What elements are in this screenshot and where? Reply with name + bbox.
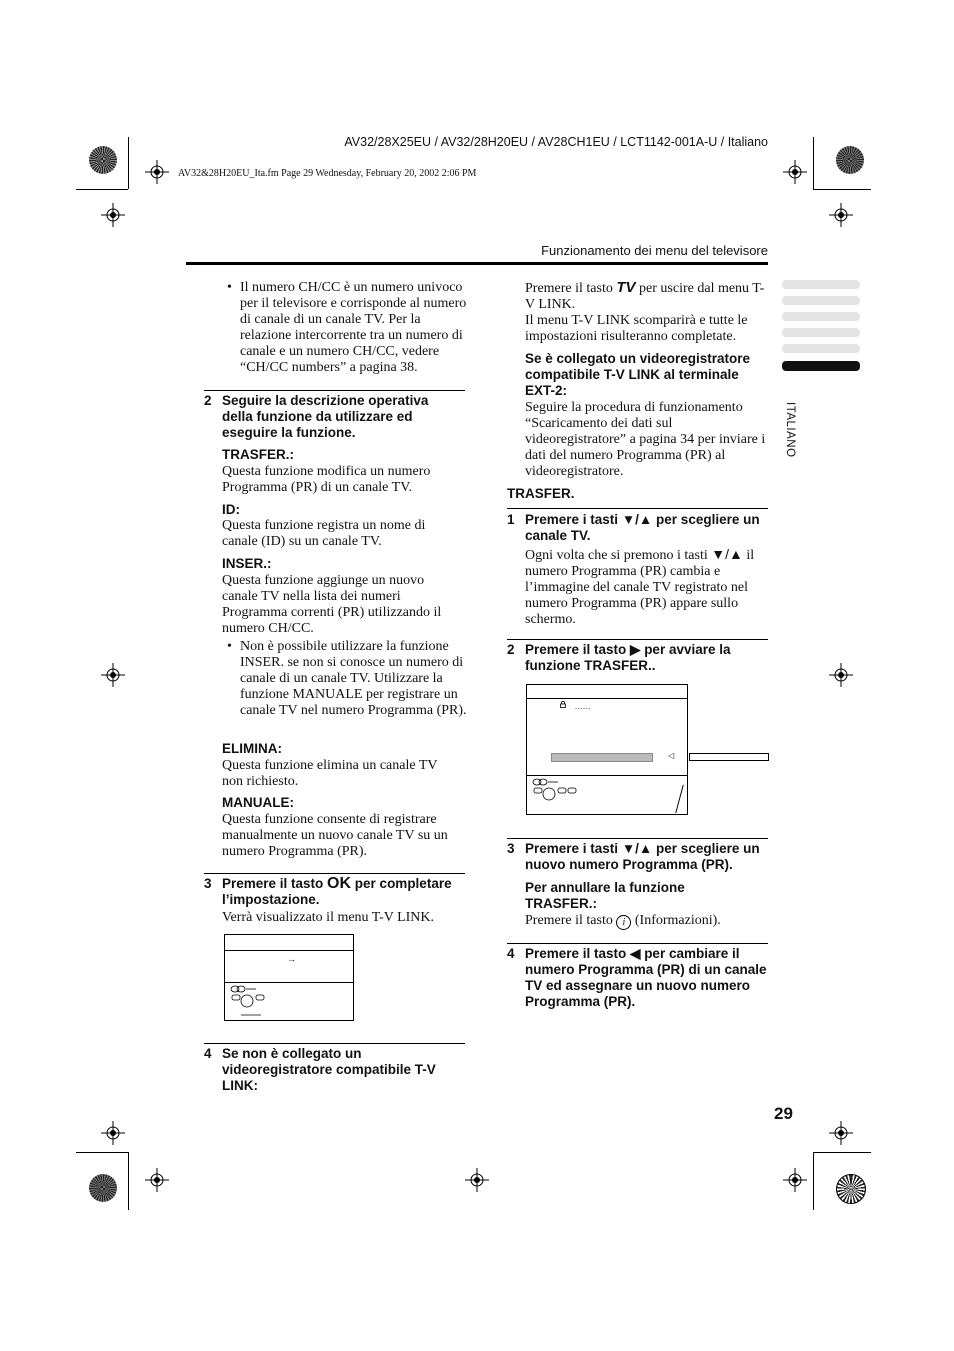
- side-tab: [782, 296, 860, 305]
- right-key-icon: ▶: [630, 642, 641, 657]
- color-rosette-icon: [836, 146, 864, 174]
- vcr-title: Se è collegato un videoregistratore compatibile T-V LINK al terminale EXT-2:: [525, 351, 751, 398]
- lock-icon: [560, 701, 566, 708]
- cursor-icon: ◁: [668, 751, 675, 760]
- model-line: AV32/28X25EU / AV32/28H20EU / AV28CH1EU / LCT1142-001A-U / Italiano: [344, 135, 768, 149]
- divider: [527, 698, 687, 699]
- trim-line: [813, 137, 814, 189]
- trim-line: [128, 1152, 129, 1210]
- step-number: 2: [204, 393, 212, 408]
- trim-line: [813, 189, 871, 190]
- trim-line: [76, 189, 128, 190]
- inser-text: Questa funzione aggiunge un nuovo canale TV nella lista dei numeri Programma correnti (PR) utilizzando il numero CH/CC.: [222, 573, 442, 636]
- section-title: Funzionamento dei menu del televisore: [541, 243, 768, 258]
- registration-mark-icon: [783, 1168, 807, 1192]
- cancel-text: Premere il tasto i (Informazioni).: [525, 913, 721, 928]
- right-step-3: 3 Premere i tasti ▼/▲ per scegliere un nuovo numero Programma (PR).: [507, 841, 760, 872]
- divider: [507, 639, 768, 640]
- callout-bar: [689, 753, 769, 761]
- registration-mark-icon: [101, 203, 125, 227]
- trim-line: [813, 1152, 814, 1210]
- screen-edge: [675, 785, 684, 813]
- registration-mark-icon: [465, 1168, 489, 1192]
- registration-mark-icon: [101, 1121, 125, 1145]
- left-key-icon: ◀: [630, 946, 641, 961]
- inser-bullet: • Non è possibile utilizzare la funzione INSER. se non si conosce un numero di canale di un canale TV. Utilizzare la funzione MANUALE per registrare un canale TV nel numero Programma (PR).: [227, 639, 467, 718]
- step-3-text: Verrà visualizzato il menu T-V LINK.: [222, 910, 435, 925]
- step-number: 2: [507, 642, 515, 657]
- header-rule: [186, 262, 768, 265]
- id-text: Questa funzione registra un nome di canale (ID) su un canale TV.: [222, 518, 426, 549]
- divider: [225, 982, 353, 983]
- down-up-keys-icon: ▼/▲: [621, 512, 653, 527]
- side-tab: [782, 344, 860, 353]
- registration-mark-icon: [145, 1168, 169, 1192]
- color-rosette-icon: [836, 1174, 866, 1204]
- page-number: 29: [774, 1104, 793, 1123]
- cancel-title: Per annullare la funzione TRASFER.:: [525, 880, 685, 911]
- registration-mark-icon: [145, 160, 169, 184]
- elimina-text: Questa funzione elimina un canale TV non richiesto.: [222, 758, 438, 789]
- step-number: 4: [507, 946, 515, 961]
- down-up-keys-icon: ▼/▲: [621, 841, 653, 856]
- registration-mark-icon: [829, 663, 853, 687]
- right-step-4: 4 Premere il tasto ◀ per cambiare il numero Programma (PR) di un canale TV ed assegnare un nuovo numero Programma (PR).: [507, 946, 767, 1009]
- down-up-keys-icon: ▼/▲: [711, 546, 743, 562]
- trasfer-label: TRASFER.:: [222, 447, 294, 462]
- right-step-2: 2 Premere il tasto ▶ per avviare la funzione TRASFER..: [507, 642, 731, 673]
- tv-key-icon: TV: [616, 279, 636, 296]
- divider: [507, 838, 768, 839]
- step-number: 3: [507, 841, 515, 856]
- id-label: ID:: [222, 502, 240, 517]
- file-line: AV32&28H20EU_Ita.fm Page 29 Wednesday, February 20, 2002 2:06 PM: [178, 168, 477, 179]
- registration-mark-icon: [101, 663, 125, 687]
- side-tab-active: [782, 361, 860, 371]
- side-tab: [782, 280, 860, 289]
- manuale-label: MANUALE:: [222, 795, 294, 810]
- trim-line: [813, 1152, 871, 1153]
- divider: [204, 873, 465, 874]
- color-rosette-icon: [89, 1174, 117, 1202]
- remote-keys-icon: [531, 778, 581, 810]
- trim-line: [128, 137, 129, 189]
- registration-mark-icon: [829, 203, 853, 227]
- remote-keys-icon: [229, 985, 269, 1017]
- divider: [204, 1043, 465, 1044]
- bullet-icon: •: [227, 280, 232, 295]
- step-4: 4 Se non è collegato un videoregistratore compatibile T-V LINK:: [204, 1046, 436, 1093]
- info-icon: i: [616, 915, 631, 930]
- vcr-text: Seguire la procedura di funzionamento “Scaricamento dei dati sul videoregistratore” a pagina 34 per inviare i dati del numero Programma (PR) al videoregistratore.: [525, 400, 766, 479]
- tv-link-menu-screen: [224, 934, 354, 1021]
- registration-mark-icon: [829, 1121, 853, 1145]
- trasfer-heading: TRASFER.: [507, 486, 575, 501]
- selection-bar: [551, 753, 653, 762]
- step-2: 2 Seguire la descrizione operativa della funzione da utilizzare ed eseguire la funzione.: [204, 393, 429, 440]
- side-tab: [782, 312, 860, 321]
- arrow-icon: →: [287, 954, 296, 964]
- channel-dashes: - - - - - -: [575, 706, 590, 712]
- tv-exit-paragraph: Premere il tasto TV per uscire dal menu T-V LINK. Il menu T-V LINK scomparirà e tutte le impostazioni risulteranno completate.: [525, 279, 765, 344]
- manuale-text: Questa funzione consente di registrare manualmente un nuovo canale TV su un numero Programma (PR).: [222, 812, 448, 859]
- divider: [507, 943, 768, 944]
- bullet-chcc: • Il numero CH/CC è un numero univoco per il televisore e corrisponde al numero di canale di un canale TV. Per la relazione intercorrente tra un numero di canale e un numero CH/CC, vedere “CH/CC numbers” a pagina 38.: [227, 280, 467, 375]
- side-tab: [782, 328, 860, 337]
- right-step-1-text: Ogni volta che si premono i tasti ▼/▲ il numero Programma (PR) cambia e l’immagine del canale TV registrato nel numero Programma (PR) appare sullo schermo.: [525, 546, 755, 627]
- inser-label: INSER.:: [222, 556, 272, 571]
- divider: [225, 950, 353, 951]
- ok-key-icon: OK: [327, 875, 352, 892]
- step-number: 4: [204, 1046, 212, 1061]
- bullet-icon: •: [227, 639, 232, 654]
- right-step-1: 1 Premere i tasti ▼/▲ per scegliere un canale TV.: [507, 512, 760, 543]
- step-3: 3 Premere il tasto OK per completare l’impostazione.: [204, 875, 452, 907]
- divider: [507, 508, 768, 509]
- language-label: ITALIANO: [784, 402, 796, 458]
- trim-line: [76, 1152, 128, 1153]
- elimina-label: ELIMINA:: [222, 741, 282, 756]
- trasfer-text: Questa funzione modifica un numero Programma (PR) di un canale TV.: [222, 464, 431, 495]
- divider: [527, 775, 687, 776]
- trasfer-menu-screen: [526, 684, 688, 815]
- registration-mark-icon: [783, 160, 807, 184]
- step-number: 3: [204, 876, 212, 891]
- step-number: 1: [507, 512, 515, 527]
- divider: [204, 390, 465, 391]
- color-rosette-icon: [89, 146, 117, 174]
